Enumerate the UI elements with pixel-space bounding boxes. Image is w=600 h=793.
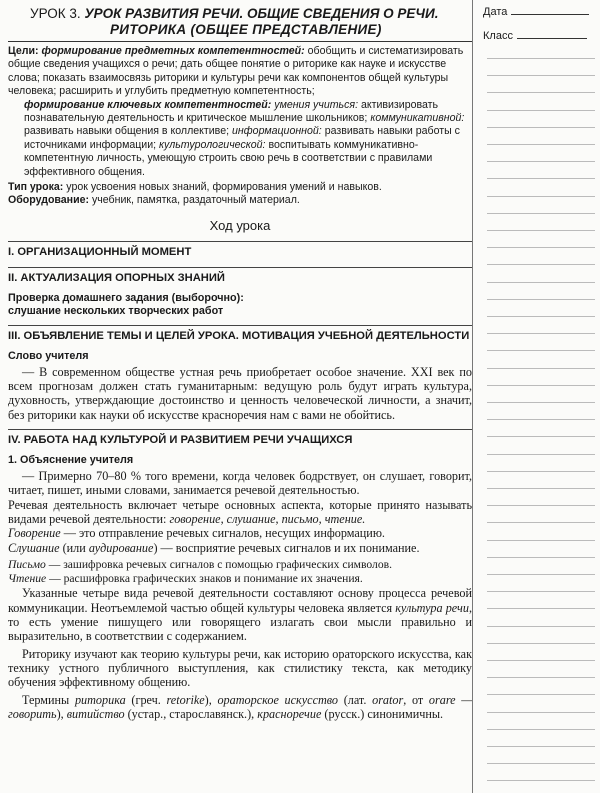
note-line	[487, 780, 595, 781]
note-line	[487, 746, 595, 747]
note-line	[487, 591, 595, 592]
section-2-sub-line2: слушание нескольких творческих работ	[8, 304, 224, 317]
p6-term: Чтение	[8, 572, 47, 586]
notes-margin	[472, 0, 600, 793]
p9-g: (устар., старославянск.),	[127, 706, 255, 721]
p2-terms: говорение, слушание, письмо, чтение.	[169, 511, 366, 526]
p9-d: (лат.	[343, 692, 367, 707]
p2-text: Речевая деятельность включает четыре основных аспекта, которые принято называть видами речевой деятельности:	[8, 497, 472, 526]
section-3-paragraph: — В современном обществе устная речь приобретает особое значение. XXI век по всем прогнозам должен стать гуманитарным: ведущую роль будут играть культура, духовность, утверждающие достоинство и ценность человеческой личности, а значит, без риторики как науки об искусстве красноречия нам с вами не обойтись.	[8, 364, 472, 422]
note-line	[487, 488, 595, 489]
p9-t7: красноречие	[257, 706, 322, 721]
section-3-sub: Слово учителя	[8, 349, 89, 362]
section-1-heading: I. ОРГАНИЗАЦИОННЫЙ МОМЕНТ	[8, 245, 192, 258]
note-line	[487, 196, 595, 197]
p9-t4: orator	[372, 692, 404, 707]
paragraph-7	[8, 586, 472, 643]
goals-cult-label: культурологической:	[159, 138, 266, 151]
note-line	[487, 643, 595, 644]
goals-info-text: развивать навыки работы с источниками информации;	[24, 125, 460, 151]
note-line	[487, 127, 595, 128]
p9-b: (греч.	[131, 692, 161, 707]
goals-learn-text: активизировать познавательную деятельность и критическое мышление школьников;	[24, 98, 439, 125]
note-line	[487, 161, 595, 162]
p9-c: ),	[204, 692, 212, 707]
note-line	[487, 522, 595, 523]
lesson-title	[30, 6, 472, 38]
section-4-heading: IV. РАБОТА НАД КУЛЬТУРОЙ И РАЗВИТИЕМ РЕЧИ УЧАЩИХСЯ	[8, 434, 353, 447]
class-line	[517, 38, 587, 39]
note-line	[487, 712, 595, 713]
paragraph-5	[8, 558, 472, 572]
paragraph-6	[8, 572, 472, 586]
note-line	[487, 660, 595, 661]
note-line	[487, 436, 595, 437]
title-divider	[8, 41, 472, 42]
class-field[interactable]	[483, 30, 587, 42]
p7-term: культура речи	[395, 600, 469, 615]
lesson-name: УРОК РАЗВИТИЯ РЕЧИ. ОБЩИЕ СВЕДЕНИЯ О РЕЧИ.	[84, 6, 439, 21]
lesson-type	[8, 181, 472, 194]
p9-t5: orare — говорить	[8, 692, 473, 721]
note-line	[487, 677, 595, 678]
p9-t6: витийство	[66, 706, 125, 721]
note-line	[487, 144, 595, 145]
p9-h: (русск.) синонимичны.	[324, 706, 444, 721]
note-line	[487, 75, 595, 76]
section-4-body	[8, 469, 472, 721]
paragraph-9	[8, 693, 472, 722]
p9-t1: риторика	[74, 692, 126, 707]
p4-mid: (или	[62, 540, 86, 555]
goals-comm-label: коммуникативной:	[370, 112, 465, 125]
p3-text: — это отправление речевых сигналов, несущих информацию.	[63, 526, 385, 541]
note-line	[487, 230, 595, 231]
paragraph-4	[8, 541, 472, 555]
note-line	[487, 178, 595, 179]
goals-key-label: формирование ключевых компетентностей:	[24, 98, 272, 111]
note-line	[487, 557, 595, 558]
note-line	[487, 540, 595, 541]
equipment-text: учебник, памятка, раздаточный материал.	[91, 194, 300, 207]
p9-t2: retorike	[166, 692, 205, 707]
paragraph-3	[8, 526, 472, 540]
note-line	[487, 282, 595, 283]
p4-term2: аудирование	[88, 540, 154, 555]
course-heading: Ход урока	[209, 217, 271, 233]
p3-term: Говорение	[8, 526, 61, 541]
note-line	[487, 471, 595, 472]
p5-term: Письмо	[8, 557, 46, 571]
p4-text: ) — восприятие речевых сигналов и их понимание.	[153, 540, 420, 555]
note-line	[487, 419, 595, 420]
goals-subject	[8, 45, 472, 99]
paragraph-2	[8, 498, 472, 527]
goals-info-label: информационной:	[231, 125, 322, 138]
note-line	[487, 316, 595, 317]
goals-subject-text: обобщить и систематизировать общие сведения учащихся о речи; дать общее понятие о риторике как науке и искусстве слова; показать взаимосвязь риторики и культуры речи как компонентов общей культуры человека; расширить и углубить предметную компетентность;	[8, 45, 464, 98]
equipment	[8, 194, 472, 207]
p9-e: , от	[403, 692, 424, 707]
section-2-sub	[8, 292, 472, 318]
note-line	[487, 626, 595, 627]
note-line	[487, 213, 595, 214]
lesson-type-label: Тип урока:	[8, 181, 64, 194]
goals-comm-text: развивать навыки общения в коллективе;	[24, 125, 230, 138]
section-4-sub: 1. Объяснение учителя	[8, 454, 134, 467]
note-line	[487, 368, 595, 369]
note-line	[487, 92, 595, 93]
paragraph-8: Риторику изучают как теорию культуры речи, как историю ораторского искусства, как технику устного публичного выступления, как стилистику текста, как методику обучения эффективному общению.	[8, 646, 472, 690]
p4-term: Слушание	[8, 540, 60, 555]
note-line	[487, 58, 595, 59]
goals-block	[8, 45, 472, 208]
section-3-text	[8, 365, 472, 422]
equipment-label: Оборудование:	[8, 194, 90, 207]
note-line	[487, 350, 595, 351]
lesson-type-text: урок усвоения новых знаний, формирования умений и навыков.	[66, 181, 382, 194]
p9-a: Термины	[22, 692, 70, 707]
note-line	[487, 505, 595, 506]
lesson-subtitle: РИТОРИКА (ОБЩЕЕ ПРЕДСТАВЛЕНИЕ)	[110, 22, 382, 37]
note-line	[487, 385, 595, 386]
note-line	[487, 608, 595, 609]
section-2-heading: II. АКТУАЛИЗАЦИЯ ОПОРНЫХ ЗНАНИЙ	[8, 271, 225, 284]
p5-text: — зашифровка речевых сигналов с помощью графических символов.	[48, 557, 393, 571]
date-label: Дата	[483, 6, 508, 18]
goals-learn-label: умения учиться:	[274, 98, 359, 111]
goals-key	[8, 99, 472, 179]
p6-text: — расшифровка графических знаков и понимание их значения.	[49, 572, 363, 586]
class-label: Класс	[483, 30, 513, 42]
note-line	[487, 694, 595, 695]
note-line	[487, 729, 595, 730]
note-line	[487, 110, 595, 111]
note-line	[487, 333, 595, 334]
p9-t3: ораторское искусство	[217, 692, 339, 707]
goals-subject-label: формирование предметных компетентностей:	[41, 45, 305, 57]
p9-f: ),	[56, 706, 64, 721]
note-line	[487, 264, 595, 265]
note-line	[487, 247, 595, 248]
note-line	[487, 763, 595, 764]
paragraph-1: — Примерно 70–80 % того времени, когда человек бодрствует, он слушает, говорит, читает, пишет, иными словами, занимается речевой деятельностью.	[8, 469, 472, 498]
lesson-number: УРОК 3.	[30, 6, 81, 21]
note-line	[487, 299, 595, 300]
p7-text-a: Указанные четыре вида речевой деятельности составляют основу процесса речевой коммуникации. Неотъемлемой частью общей культуры человека является	[8, 586, 472, 615]
section-3-heading: III. ОБЪЯВЛЕНИЕ ТЕМЫ И ЦЕЛЕЙ УРОКА. МОТИВАЦИЯ УЧЕБНОЙ ДЕЯТЕЛЬНОСТИ	[8, 329, 470, 342]
p7-text-b: , то есть умение пишущего или говорящего излагать свои мысли правильно и выразительно, в соответствии с содержанием.	[8, 600, 473, 644]
goals-cult-text: воспитывать коммуникативно-компетентную личность, умеющую строить свою речь в соответствии с правилами эффективного общения.	[24, 138, 433, 178]
date-field[interactable]	[483, 6, 589, 18]
section-2-sub-line1: Проверка домашнего задания (выборочно):	[8, 291, 244, 304]
date-line	[511, 14, 589, 15]
note-line	[487, 402, 595, 403]
note-line	[487, 574, 595, 575]
page-main	[8, 4, 472, 721]
goals-label: Цели:	[8, 45, 39, 57]
note-line	[487, 454, 595, 455]
